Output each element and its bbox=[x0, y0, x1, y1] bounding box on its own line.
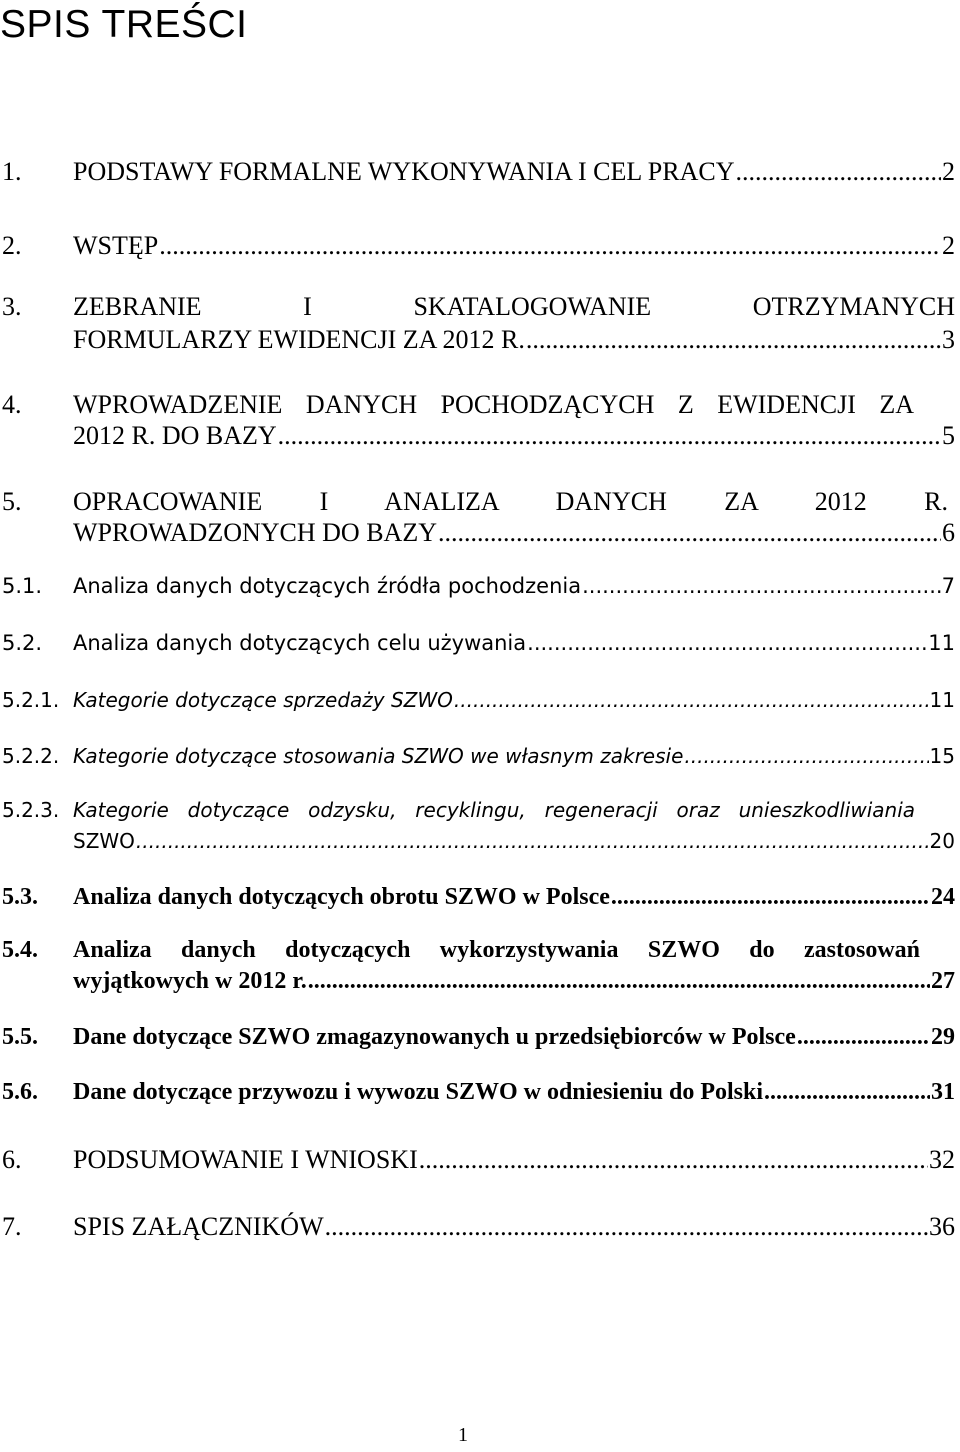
toc-leader-dots bbox=[527, 627, 927, 660]
toc-entry-number: 5.4. bbox=[2, 937, 38, 963]
toc-leader-dots bbox=[454, 685, 929, 716]
toc-entry-title: SZWO bbox=[73, 829, 135, 853]
toc-leader-dots bbox=[526, 323, 941, 356]
toc-entry-title: Kategorie dotyczące sprzedaży SZWO bbox=[73, 688, 453, 712]
toc-entry-title-line1: ZEBRANIE I SKATALOGOWANIE OTRZYMANYCH bbox=[73, 292, 955, 321]
toc-leader-dots bbox=[325, 1210, 928, 1243]
toc-entry-title: WSTĘP bbox=[73, 231, 159, 260]
toc-entry-title: Analiza danych dotyczących źródła pochodzenia bbox=[73, 574, 582, 598]
toc-leader-dots bbox=[136, 826, 929, 857]
toc-entry-number: 5.5. bbox=[2, 1024, 38, 1050]
toc-entry-number: 5. bbox=[2, 487, 22, 516]
toc-leader-dots bbox=[582, 570, 941, 603]
toc-entry-number: 4. bbox=[2, 390, 22, 419]
toc-leader-dots bbox=[764, 1077, 930, 1108]
toc-entry-page: 2 bbox=[942, 231, 955, 260]
toc-entry-title: Dane dotyczące przywozu i wywozu SZWO w odniesieniu do Polski bbox=[73, 1079, 764, 1105]
toc-entry-title: Dane dotyczące SZWO zmagazynowanych u przedsiębiorców w Polsce bbox=[73, 1024, 796, 1050]
toc-leader-dots bbox=[308, 966, 930, 997]
toc-leader-dots bbox=[797, 1022, 930, 1053]
toc-leader-dots bbox=[684, 741, 928, 772]
toc-entry-title: Analiza danych dotyczących obrotu SZWO w Polsce bbox=[73, 884, 610, 910]
toc-entry-number: 5.1. bbox=[2, 574, 43, 598]
toc-entry-title: Kategorie dotyczące stosowania SZWO we własnym zakresie bbox=[73, 744, 684, 768]
toc-entry-number: 5.6. bbox=[2, 1079, 38, 1105]
toc-entry-title-line1: Kategorie dotyczące odzysku, recyklingu, regeneracji oraz unieszkodliwiania bbox=[73, 798, 915, 822]
toc-entry-page: 15 bbox=[929, 744, 955, 768]
toc-entry-page: 31 bbox=[931, 1079, 955, 1105]
toc-entry-page: 11 bbox=[929, 688, 955, 712]
toc-leader-dots bbox=[611, 882, 930, 913]
toc-entry-page: 7 bbox=[941, 574, 955, 598]
toc-entry-title-line1: WPROWADZENIE DANYCH POCHODZĄCYCH Z EWIDENCJI ZA bbox=[73, 390, 914, 419]
toc-entry-title-line1: OPRACOWANIE I ANALIZA DANYCH ZA 2012 R. bbox=[73, 487, 948, 516]
toc-entry-page: 2 bbox=[942, 157, 955, 186]
toc-entry-page: 36 bbox=[929, 1212, 955, 1241]
toc-entry-page: 20 bbox=[929, 829, 955, 853]
page-number: 1 bbox=[458, 1424, 468, 1446]
toc-entry-title: SPIS ZAŁĄCZNIKÓW bbox=[73, 1212, 324, 1241]
toc-entry-page: 6 bbox=[942, 518, 955, 547]
toc-entry-page: 27 bbox=[931, 968, 955, 994]
toc-entry-number: 5.2.2. bbox=[2, 744, 60, 768]
toc-entry-title: FORMULARZY EWIDENCJI ZA 2012 R. bbox=[73, 325, 525, 354]
toc-entry-page: 24 bbox=[931, 884, 955, 910]
toc-entry-title: PODSUMOWANIE I WNIOSKI bbox=[73, 1145, 418, 1174]
toc-entry-number: 5.2.3. bbox=[2, 798, 60, 822]
toc-entry-page: 32 bbox=[929, 1145, 955, 1174]
toc-entry-page: 3 bbox=[942, 325, 955, 354]
toc-leader-dots bbox=[736, 155, 942, 188]
toc-entry-number: 2. bbox=[2, 231, 22, 260]
toc-entry-page: 5 bbox=[942, 421, 955, 450]
toc-entry-title: wyjątkowych w 2012 r. bbox=[73, 968, 307, 994]
toc-entry-title: PODSTAWY FORMALNE WYKONYWANIA I CEL PRACY bbox=[73, 157, 735, 186]
toc-leader-dots bbox=[159, 229, 941, 262]
toc-entry-title: 2012 R. DO BAZY bbox=[73, 421, 277, 450]
toc-entry-number: 1. bbox=[2, 157, 22, 186]
toc-entry-number: 5.2.1. bbox=[2, 688, 60, 712]
toc-entry-title: Analiza danych dotyczących celu używania bbox=[73, 631, 527, 655]
toc-entry-title: WPROWADZONYCH DO BAZY bbox=[73, 518, 437, 547]
toc-entry-number: 3. bbox=[2, 292, 22, 321]
toc-entry-number: 5.2. bbox=[2, 631, 43, 655]
toc-entry-page: 11 bbox=[928, 631, 955, 655]
toc-leader-dots bbox=[438, 516, 941, 549]
toc-leader-dots bbox=[419, 1143, 928, 1176]
toc-entry-number: 6. bbox=[2, 1145, 22, 1174]
toc-entry-number: 5.3. bbox=[2, 884, 38, 910]
toc-entry-page: 29 bbox=[931, 1024, 955, 1050]
toc-entry-title-line1: Analiza danych dotyczących wykorzystywania SZWO do zastosowań bbox=[73, 937, 920, 963]
page-title: SPIS TREŚCI bbox=[0, 3, 248, 46]
toc-entry-number: 7. bbox=[2, 1212, 22, 1241]
toc-leader-dots bbox=[278, 419, 941, 452]
